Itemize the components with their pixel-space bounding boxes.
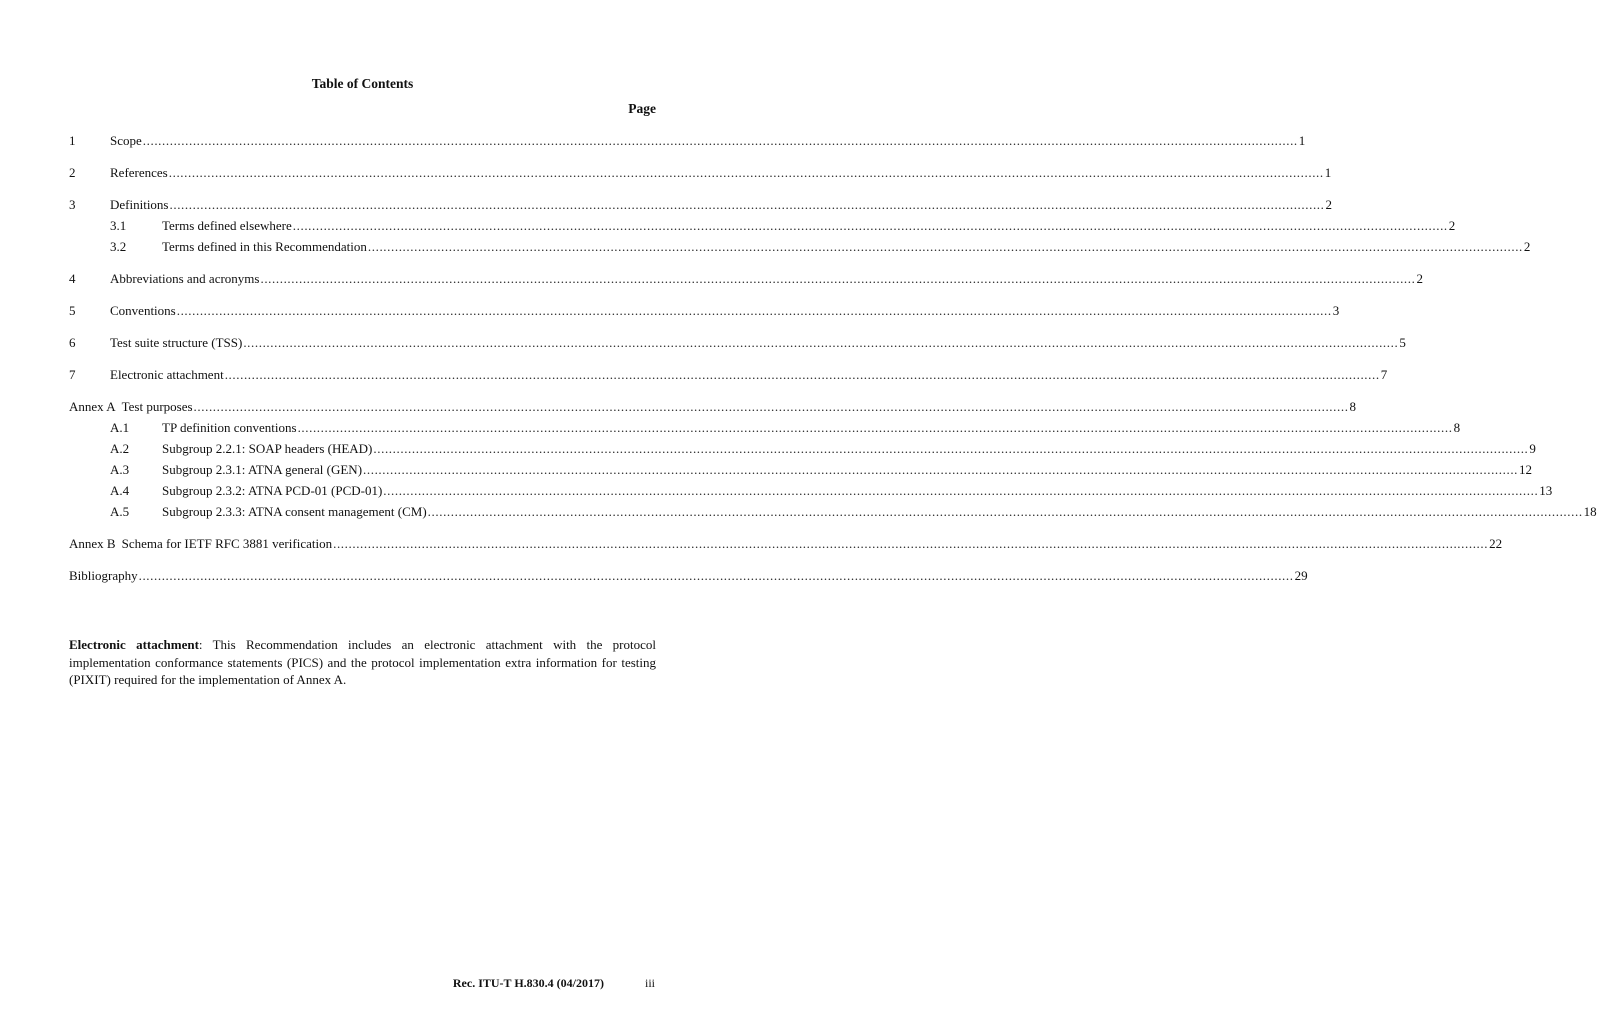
toc-leader-dots: ............................................................................................................................................................................................................................................................................................................ — [176, 303, 1332, 318]
toc-entry-number: 3.1 — [110, 218, 127, 233]
toc-entry[interactable] — [69, 334, 1406, 352]
toc-leader-dots: ............................................................................................................................................................................................................................................................................................................ — [427, 504, 1583, 519]
toc-leader-dots: ............................................................................................................................................................................................................................................................................................................ — [224, 367, 1380, 382]
toc-entry[interactable] — [69, 238, 1531, 256]
toc-entry-label: Terms defined elsewhere — [162, 218, 292, 233]
toc-entry-number: A.5 — [110, 504, 130, 519]
toc-entry-number: Annex A — [69, 399, 116, 414]
toc-leader-dots: ............................................................................................................................................................................................................................................................................................................ — [333, 536, 1489, 551]
toc-entry-page: 1 — [1324, 165, 1332, 180]
toc-entry-page: 2 — [1523, 239, 1531, 254]
toc-entry-number: 1 — [69, 133, 76, 148]
toc-entry[interactable] — [69, 440, 1536, 458]
toc-leader-dots: ............................................................................................................................................................................................................................................................................................................ — [260, 271, 1416, 286]
toc-leader-dots: ............................................................................................................................................................................................................................................................................................................ — [297, 420, 1453, 435]
toc-entry-label: Electronic attachment — [110, 367, 224, 382]
toc-entry-number: A.3 — [110, 462, 130, 477]
toc-entry[interactable] — [69, 419, 1461, 437]
toc-entry-page: 1 — [1298, 133, 1306, 148]
toc-entry-number: 5 — [69, 303, 76, 318]
toc-entry-label: TP definition conventions — [162, 420, 297, 435]
electronic-attachment-note — [69, 636, 656, 689]
toc-entry[interactable] — [69, 535, 1503, 553]
toc-entry-page: 3 — [1332, 303, 1340, 318]
toc-entry[interactable] — [69, 164, 1332, 182]
toc-leader-dots: ............................................................................................................................................................................................................................................................................................................ — [383, 483, 1539, 498]
toc-entry[interactable] — [69, 270, 1423, 288]
toc-entry-page: 9 — [1529, 441, 1536, 456]
note-text: : This Recommendation includes an electronic attachment with the protocol implementation conformance statements (PICS) and the protocol implementation extra information for testing (PIXIT) required for the implementation of Annex A. — [69, 637, 656, 687]
toc-entry-number: 6 — [69, 335, 76, 350]
toc-entry[interactable] — [69, 302, 1340, 320]
toc-entry-number: 7 — [69, 367, 76, 382]
toc-leader-dots: ............................................................................................................................................................................................................................................................................................................ — [169, 197, 1325, 212]
toc-leader-dots: ............................................................................................................................................................................................................................................................................................................ — [243, 335, 1399, 350]
note-bold-lead: Electronic attachment — [69, 637, 199, 652]
toc-entry-label: Schema for IETF RFC 3881 verification — [121, 536, 333, 551]
toc-leader-dots: ............................................................................................................................................................................................................................................................................................................ — [367, 239, 1523, 254]
toc-entry-page: 12 — [1519, 462, 1533, 477]
toc-entry-label: Test purposes — [121, 399, 193, 414]
toc-entry-number: 3.2 — [110, 239, 127, 254]
toc-entry-page: 13 — [1539, 483, 1553, 498]
toc-entry-page: 8 — [1453, 420, 1461, 435]
toc-entry[interactable] — [69, 132, 1306, 150]
toc-leader-dots: ............................................................................................................................................................................................................................................................................................................ — [138, 568, 1294, 583]
toc-entry-number: A.2 — [110, 441, 130, 456]
toc-entry-number: Annex B — [69, 536, 116, 551]
toc-entry-number: A.1 — [110, 420, 130, 435]
toc-entry[interactable] — [69, 196, 1332, 214]
toc-entry-number: 2 — [69, 165, 76, 180]
toc-leader-dots: ............................................................................................................................................................................................................................................................................................................ — [168, 165, 1324, 180]
page-column-header: Page — [628, 101, 656, 116]
toc-entry[interactable] — [69, 567, 1308, 585]
toc-entry-label: Terms defined in this Recommendation — [162, 239, 367, 254]
toc-leader-dots: ............................................................................................................................................................................................................................................................................................................ — [292, 218, 1448, 233]
toc-entry-label: Subgroup 2.2.1: SOAP headers (HEAD) — [162, 441, 373, 456]
toc-title: Table of Contents — [311, 76, 414, 91]
toc-entry-label: Subgroup 2.3.3: ATNA consent management (CM) — [162, 504, 427, 519]
toc-entry-page: 29 — [1294, 568, 1308, 583]
toc-entry[interactable] — [69, 217, 1456, 235]
toc-entry-page: 5 — [1399, 335, 1406, 350]
toc-entry-label: Subgroup 2.3.1: ATNA general (GEN) — [162, 462, 363, 477]
toc-entry-number: A.4 — [110, 483, 130, 498]
toc-entry-label: Test suite structure (TSS) — [110, 335, 243, 350]
toc-entry-page: 2 — [1325, 197, 1332, 212]
toc-entry[interactable] — [69, 366, 1388, 384]
toc-entry-page: 2 — [1448, 218, 1456, 233]
toc-entry[interactable] — [69, 398, 1357, 416]
toc-entry-label: Conventions — [110, 303, 176, 318]
toc-entry-page: 7 — [1380, 367, 1388, 382]
toc-leader-dots: ............................................................................................................................................................................................................................................................................................................ — [142, 133, 1298, 148]
toc-entry-page: 8 — [1349, 399, 1357, 414]
toc-entry-label: Definitions — [110, 197, 169, 212]
toc-entry-number: 3 — [69, 197, 76, 212]
toc-entry-label: Subgroup 2.3.2: ATNA PCD-01 (PCD-01) — [162, 483, 383, 498]
footer-page-number: iii — [644, 976, 655, 990]
footer-recommendation: Rec. ITU-T H.830.4 (04/2017) — [452, 976, 604, 990]
toc-entry-label: References — [110, 165, 168, 180]
toc-entry-page: 18 — [1583, 504, 1597, 519]
toc-entry-label: Bibliography — [69, 568, 138, 583]
toc-entry[interactable] — [69, 503, 1597, 521]
toc-entry-page: 22 — [1489, 536, 1503, 551]
toc-leader-dots: ............................................................................................................................................................................................................................................................................................................ — [373, 441, 1529, 456]
toc-entry-page: 2 — [1416, 271, 1423, 286]
toc-entry[interactable] — [69, 461, 1533, 479]
toc-entry-label: Scope — [110, 133, 142, 148]
toc-entry-label: Abbreviations and acronyms — [110, 271, 260, 286]
toc-leader-dots: ............................................................................................................................................................................................................................................................................................................ — [363, 462, 1519, 477]
toc-entry-number: 4 — [69, 271, 76, 286]
toc-leader-dots: ............................................................................................................................................................................................................................................................................................................ — [193, 399, 1349, 414]
toc-entry[interactable] — [69, 482, 1553, 500]
